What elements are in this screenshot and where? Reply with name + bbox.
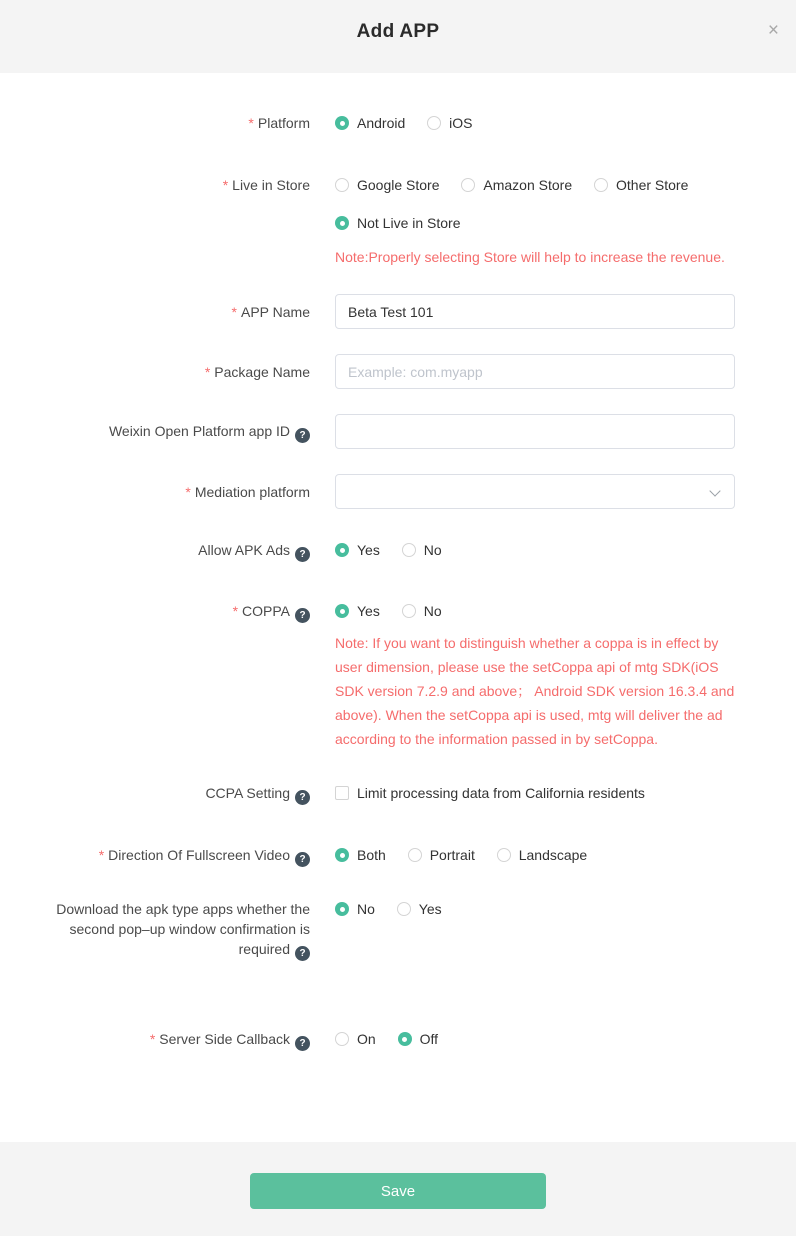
form-row-live-in-store	[0, 175, 796, 269]
radio-direction-both[interactable]: Both	[335, 845, 386, 865]
radio-selected-icon	[398, 1032, 412, 1046]
store-options-row2	[335, 213, 735, 235]
radio-unselected-icon	[408, 848, 422, 862]
form-row-coppa	[0, 601, 796, 751]
radio-google-store[interactable]: Google Store	[335, 175, 440, 195]
form-row-allow-apk-ads	[0, 540, 796, 562]
required-marker: *	[231, 303, 237, 320]
store-options-row1	[335, 175, 735, 197]
radio-selected-icon	[335, 116, 349, 130]
help-icon[interactable]: ?	[295, 790, 310, 805]
coppa-label: * COPPA ?	[0, 601, 310, 623]
radio-selected-icon	[335, 848, 349, 862]
radio-unselected-icon	[335, 178, 349, 192]
help-icon[interactable]: ?	[295, 1036, 310, 1051]
radio-other-store[interactable]: Other Store	[594, 175, 688, 195]
radio-coppa-yes[interactable]: Yes	[335, 601, 380, 621]
radio-unselected-icon	[427, 116, 441, 130]
radio-direction-portrait[interactable]: Portrait	[408, 845, 475, 865]
weixin-app-id-label: Weixin Open Platform app ID ?	[0, 421, 310, 443]
mediation-platform-control	[335, 474, 735, 509]
form-row-package-name	[0, 354, 796, 389]
dialog-header	[0, 0, 796, 73]
package-name-input[interactable]	[335, 354, 735, 389]
radio-direction-landscape[interactable]: Landscape	[497, 845, 588, 865]
radio-allow-apk-no[interactable]: No	[402, 540, 442, 560]
required-marker: *	[149, 1031, 156, 1047]
close-icon[interactable]: ×	[767, 20, 779, 41]
form-row-app-name	[0, 294, 796, 329]
fullscreen-direction-label: * Direction Of Fullscreen Video ?	[0, 845, 310, 867]
help-icon[interactable]: ?	[295, 547, 310, 562]
radio-callback-on[interactable]: On	[335, 1029, 376, 1049]
coppa-control	[335, 601, 735, 751]
server-callback-label: * Server Side Callback ?	[0, 1029, 310, 1051]
platform-label: * Platform	[248, 115, 310, 131]
radio-unselected-icon	[402, 543, 416, 557]
save-button[interactable]: Save	[250, 1173, 546, 1209]
help-icon[interactable]: ?	[295, 608, 310, 623]
required-marker: *	[248, 115, 254, 131]
dialog-body	[0, 73, 796, 1142]
form-row-platform	[0, 113, 796, 135]
ccpa-setting-label: CCPA Setting ?	[0, 783, 310, 805]
dialog-footer	[0, 1142, 796, 1236]
help-icon[interactable]: ?	[295, 428, 310, 443]
live-in-store-note: Note:Properly selecting Store will help to increase the revenue.	[335, 249, 725, 265]
help-icon[interactable]: ?	[295, 946, 310, 961]
help-icon[interactable]: ?	[295, 852, 310, 867]
form-row-fullscreen-direction	[0, 845, 796, 867]
radio-allow-apk-yes[interactable]: Yes	[335, 540, 380, 560]
package-name-control	[335, 354, 735, 389]
checkbox-unchecked-icon[interactable]	[335, 786, 349, 800]
ccpa-setting-control	[335, 783, 735, 805]
chevron-down-icon	[709, 485, 720, 496]
radio-coppa-no[interactable]: No	[402, 601, 442, 621]
weixin-app-id-control	[335, 414, 735, 449]
mediation-platform-select[interactable]	[335, 474, 735, 509]
allow-apk-ads-label: Allow APK Ads ?	[0, 540, 310, 562]
radio-not-live-in-store[interactable]: Not Live in Store	[335, 213, 461, 233]
radio-apk-confirm-no[interactable]: No	[335, 899, 375, 919]
live-in-store-label: * Live in Store	[222, 177, 310, 193]
server-callback-options	[335, 1029, 735, 1051]
allow-apk-ads-options	[335, 540, 735, 562]
apk-confirm-label: Download the apk type apps whether the second pop–up window confirmation is required ?	[56, 901, 310, 959]
form-row-server-callback	[0, 1029, 796, 1051]
form-row-apk-confirm	[0, 899, 796, 961]
required-marker: *	[185, 483, 191, 500]
radio-unselected-icon	[397, 902, 411, 916]
required-marker: *	[232, 603, 239, 619]
coppa-options	[335, 601, 735, 623]
radio-apk-confirm-yes[interactable]: Yes	[397, 899, 442, 919]
dialog-title: Add APP	[356, 21, 440, 42]
radio-unselected-icon	[594, 178, 608, 192]
platform-options	[335, 113, 735, 135]
form-row-weixin-app-id	[0, 414, 796, 449]
app-name-label: * APP Name	[231, 303, 310, 320]
ccpa-checkbox-label: Limit processing data from California residents	[357, 785, 645, 801]
apk-confirm-options	[335, 899, 735, 921]
radio-amazon-store[interactable]: Amazon Store	[461, 175, 572, 195]
radio-android[interactable]: Android	[335, 113, 405, 133]
radio-unselected-icon	[461, 178, 475, 192]
app-name-control	[335, 294, 735, 329]
radio-selected-icon	[335, 902, 349, 916]
radio-ios[interactable]: iOS	[427, 113, 472, 133]
mediation-platform-label: * Mediation platform	[185, 483, 310, 500]
required-marker: *	[222, 177, 229, 193]
radio-selected-icon	[335, 216, 349, 230]
form-row-mediation-platform	[0, 474, 796, 509]
app-name-input[interactable]	[335, 294, 735, 329]
radio-callback-off[interactable]: Off	[398, 1029, 438, 1049]
weixin-app-id-input[interactable]	[335, 414, 735, 449]
required-marker: *	[98, 847, 105, 863]
radio-selected-icon	[335, 604, 349, 618]
required-marker: *	[204, 363, 211, 380]
radio-unselected-icon	[335, 1032, 349, 1046]
ccpa-checkbox-row[interactable]	[335, 783, 645, 803]
fullscreen-direction-options	[335, 845, 735, 867]
radio-unselected-icon	[497, 848, 511, 862]
radio-unselected-icon	[402, 604, 416, 618]
radio-selected-icon	[335, 543, 349, 557]
package-name-label: * Package Name	[204, 363, 310, 380]
coppa-note: Note: If you want to distinguish whether a coppa is in effect by user dimension, please use the setCoppa api of mtg SDK(iOS SDK version 7.2.9 and above； Android SDK version 16.3.4 and above). When the setCoppa api is used, mtg will deliver the ad according to the information passed in by setCoppa.	[335, 635, 735, 747]
form-row-ccpa-setting	[0, 783, 796, 805]
live-in-store-options	[335, 175, 735, 269]
